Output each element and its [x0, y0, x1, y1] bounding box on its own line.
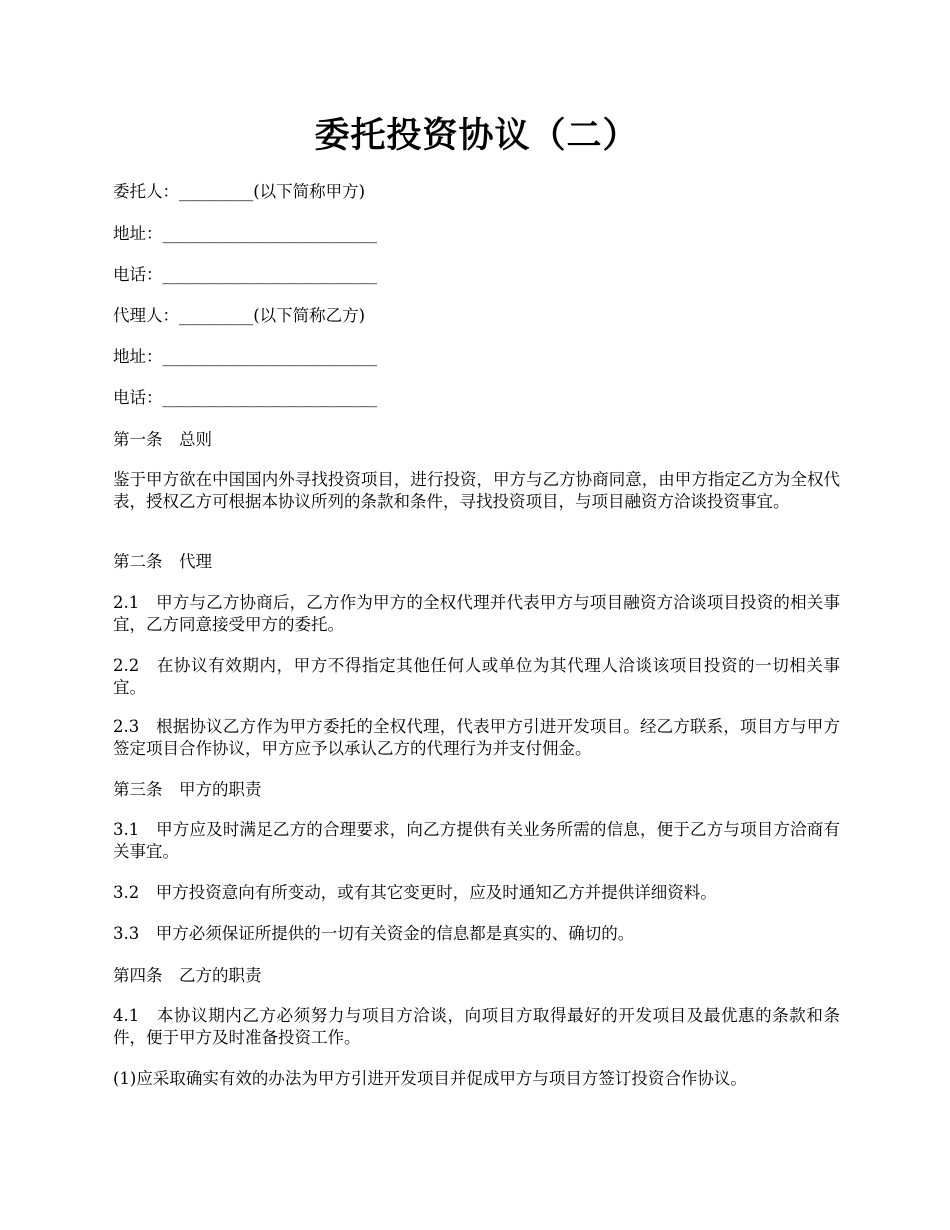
clause-2-3: 2.3 根据协议乙方作为甲方委托的全权代理，代表甲方引进开发项目。经乙方联系，项目方与甲方签定项目合作协议，甲方应予以承认乙方的代理行为并支付佣金。 — [113, 717, 840, 758]
party-b-phone: 电话：__________________________ — [113, 388, 377, 407]
party-a-name: 委托人：_________(以下简称甲方) — [113, 182, 366, 201]
clause-4-1: 4.1 本协议期内乙方必须努力与项目方洽谈，向项目方取得最好的开发项目及最优惠的条款和条件，便于甲方及时准备投资工作。 — [113, 1006, 840, 1047]
item-1: (1)应采取确实有效的办法为甲方引进开发项目并促成甲方与项目方签订投资合作协议。 — [113, 1069, 747, 1088]
article-4-heading: 第四条 乙方的职责 — [113, 966, 262, 985]
clause-2-2: 2.2 在协议有效期内，甲方不得指定其他任何人或单位为其代理人洽谈该项目投资的一切相关事宜。 — [113, 656, 840, 697]
article-2-heading: 第二条 代理 — [113, 552, 212, 571]
document-title: 委托投资协议（二） — [314, 115, 639, 156]
party-a-phone: 电话：__________________________ — [113, 265, 377, 284]
article-1-heading: 第一条 总则 — [113, 430, 212, 449]
clause-2-1: 2.1 甲方与乙方协商后，乙方作为甲方的全权代理并代表甲方与项目融资方洽谈项目投资的相关事宜，乙方同意接受甲方的委托。 — [113, 593, 840, 634]
article-3-heading: 第三条 甲方的职责 — [113, 780, 262, 799]
party-b-name: 代理人：_________(以下简称乙方) — [113, 306, 366, 325]
clause-3-2: 3.2 甲方投资意向有所变动，或有其它变更时，应及时通知乙方并提供详细资料。 — [113, 883, 717, 902]
document-page — [113, 0, 840, 1230]
clause-3-3: 3.3 甲方必须保证所提供的一切有关资金的信息都是真实的、确切的。 — [113, 924, 635, 943]
party-a-address: 地址：__________________________ — [113, 224, 377, 243]
party-b-address: 地址：__________________________ — [113, 347, 377, 366]
clause-3-1: 3.1 甲方应及时满足乙方的合理要求，向乙方提供有关业务所需的信息，便于乙方与项目方洽商有关事宜。 — [113, 820, 840, 861]
article-1-text: 鉴于甲方欲在中国国内外寻找投资项目，进行投资，甲方与乙方协商同意，由甲方指定乙方为全权代表，授权乙方可根据本协议所列的条款和条件，寻找投资项目，与项目融资方洽谈投资事宜。 — [113, 470, 840, 511]
